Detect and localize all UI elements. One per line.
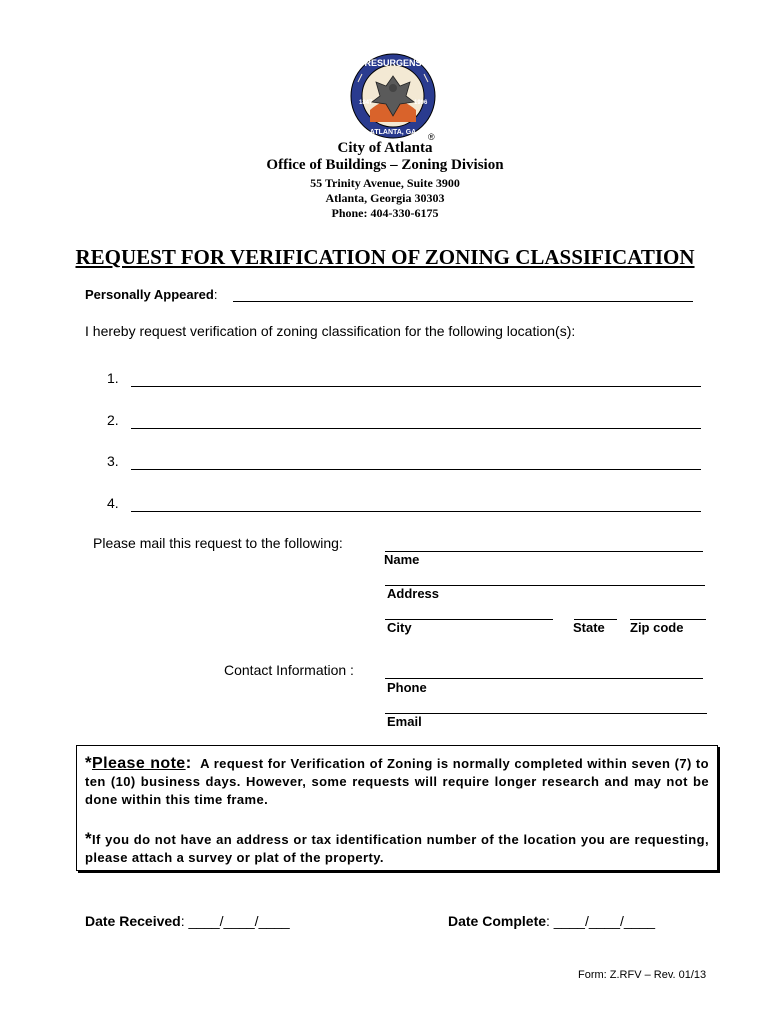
date-received xyxy=(85,913,290,929)
registered-mark: ® xyxy=(428,132,435,142)
address-label: Address xyxy=(387,586,440,601)
mail-zip-field[interactable] xyxy=(630,603,706,620)
please-note-heading: Please note xyxy=(92,755,186,772)
email-label: Email xyxy=(387,714,422,729)
mail-address-field[interactable] xyxy=(385,569,705,586)
seal-text-1996: 1996 xyxy=(414,100,428,106)
address-line-street: 55 Trinity Avenue, Suite 3900 xyxy=(310,176,460,190)
date-complete xyxy=(448,913,655,929)
city-name: City of Atlanta xyxy=(337,140,433,156)
mail-state-field[interactable] xyxy=(574,603,617,620)
form-title: REQUEST FOR VERIFICATION OF ZONING CLASSIFICATION xyxy=(75,245,695,269)
location-field-1[interactable] xyxy=(131,370,701,387)
name-label: Name xyxy=(384,552,420,567)
contact-phone-field[interactable] xyxy=(385,662,703,679)
request-statement: I hereby request verification of zoning classification for the following location(s): xyxy=(85,323,576,339)
seal-text-1847: 1847 xyxy=(359,100,373,106)
city-label: City xyxy=(387,620,412,635)
office-address xyxy=(0,176,770,221)
note-box xyxy=(76,745,718,871)
date-complete-label: Date Complete xyxy=(448,913,547,929)
address-line-city: Atlanta, Georgia 30303 xyxy=(325,191,445,205)
note-text-2: If you do not have an address or tax identification number of the location you are requesting, please attach a survey or plat of the property. xyxy=(85,832,709,865)
location-field-4[interactable] xyxy=(131,495,701,512)
note-paragraph-2 xyxy=(85,830,709,867)
office-name: Office of Buildings – Zoning Division xyxy=(266,157,504,173)
mail-city-field[interactable] xyxy=(385,603,553,620)
personally-appeared-text: Personally Appeared xyxy=(85,287,214,302)
please-note-colon: : xyxy=(185,753,192,772)
date-complete-field[interactable]: : ____/____/____ xyxy=(546,913,656,929)
city-seal xyxy=(348,52,438,142)
personally-appeared-field[interactable] xyxy=(233,287,693,302)
location-number-2: 2. xyxy=(107,412,119,428)
note-star-2: * xyxy=(85,829,93,848)
address-line-phone: Phone: 404-330-6175 xyxy=(331,206,439,220)
location-field-3[interactable] xyxy=(131,453,701,470)
contact-info-label: Contact Information : xyxy=(224,662,354,678)
state-label: State xyxy=(573,620,605,635)
phone-label: Phone xyxy=(387,680,427,695)
form-revision: Form: Z.RFV – Rev. 01/13 xyxy=(578,969,707,981)
note-paragraph-1 xyxy=(85,754,709,809)
seal-text-atlanta: ATLANTA, GA xyxy=(369,129,417,136)
mail-name-field[interactable] xyxy=(385,535,703,552)
date-received-field[interactable]: : ____/____/____ xyxy=(180,913,290,929)
location-field-2[interactable] xyxy=(131,412,701,429)
personally-appeared-colon: : xyxy=(213,287,218,302)
personally-appeared-label xyxy=(85,287,217,302)
location-number-4: 4. xyxy=(107,495,119,511)
mail-to-label: Please mail this request to the following: xyxy=(93,535,343,551)
contact-email-field[interactable] xyxy=(385,697,707,714)
note-star-1: * xyxy=(85,753,93,772)
zip-code-label: Zip code xyxy=(630,620,684,635)
location-number-1: 1. xyxy=(107,370,119,386)
seal-text-resurgens: RESURGENS xyxy=(364,58,422,68)
location-number-3: 3. xyxy=(107,453,119,469)
date-received-label: Date Received xyxy=(85,913,181,929)
note-text-1: A request for Verification of Zoning is normally completed within seven (7) to ten (10) business days. However, some requests will require longer research and may not be done within this time frame. xyxy=(85,756,709,807)
